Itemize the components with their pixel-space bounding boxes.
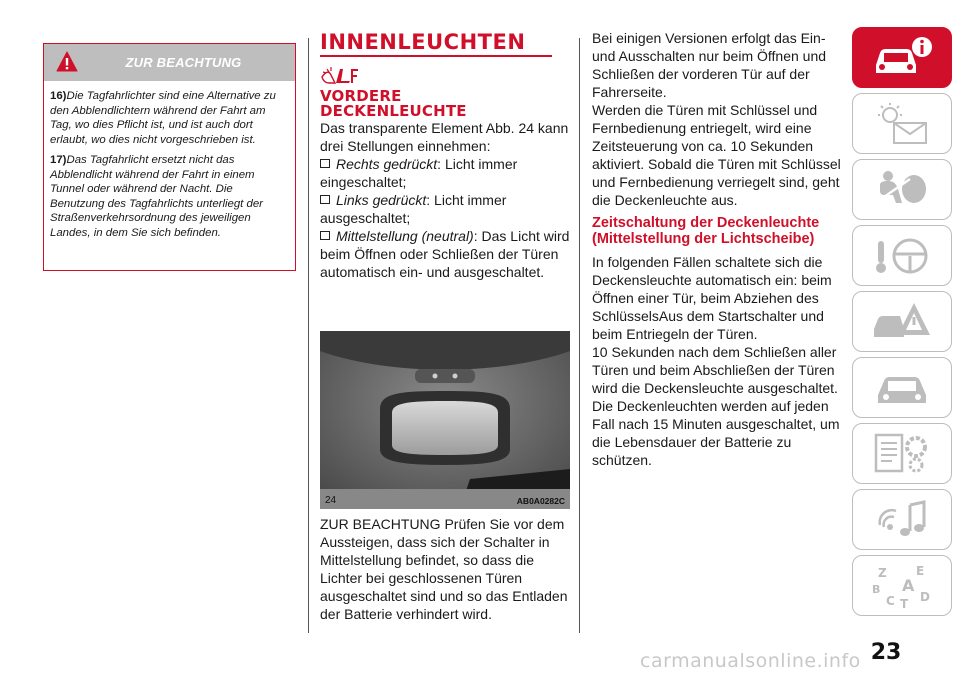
warning-header (44, 44, 295, 81)
car-side-icon (870, 365, 934, 411)
note-number: 17) (50, 154, 67, 166)
index-letters-icon (870, 563, 934, 609)
figure-ceiling-lamp-photo (320, 331, 570, 509)
tab-maintenance[interactable] (852, 357, 952, 418)
warning-triangle-icon (56, 51, 78, 73)
subsection-heading: Zeitschaltung der Deckenleuchte (Mittelstellung der Lichtscheibe) (592, 215, 820, 247)
note-text: Das Tagfahrlicht ersetzt nicht das Abblendlicht während der Fahrt in einem Tunnel oder während der Nacht. Die Benutzung des Tagfahrlichts unterliegt der Straßenverkehrsordnung des jeweiligen Landes, in dem Sie sich befinden. (50, 154, 263, 239)
index-letter: D (920, 589, 930, 604)
checkbox-bullet-icon (320, 231, 330, 240)
multimedia-icon (870, 497, 934, 543)
index-letter: Z (878, 565, 887, 580)
option-item (320, 227, 570, 281)
option-item (320, 191, 570, 227)
section-title: INNENLEUCHTEN (320, 30, 552, 57)
index-letter: C (886, 593, 895, 608)
column-middle-bottom (320, 515, 572, 623)
paragraph: Die Deckenleuchten werden auf jeden Fall nach 15 Minuten ausgeschaltet, um die Lebensdauer der Batterie zu schützen. (592, 398, 840, 468)
ceiling-lamp-photo (320, 331, 570, 509)
option-text: : Licht immer eingeschaltet; (320, 156, 518, 190)
warning-note-16 (50, 89, 289, 147)
warning-note-17 (50, 153, 289, 240)
column-right (592, 29, 844, 469)
tab-index[interactable] (852, 555, 952, 616)
note-text: Die Tagfahrlichter sind eine Alternative zu den Abblendlichtern während der Fahrt am Tag, wo dies Pflicht ist, und ist auch dort erlaubt, wo dies nicht vorgeschrieben ist. (50, 90, 276, 146)
option-item (320, 155, 570, 191)
steering-wheel-icon (870, 233, 934, 279)
tab-multimedia[interactable] (852, 489, 952, 550)
page-number: 23 (870, 640, 902, 665)
tab-specifications[interactable] (852, 423, 952, 484)
column-middle (320, 30, 570, 281)
subsection-title-line: DECKENLEUCHTE (320, 102, 467, 120)
index-letter: E (916, 563, 925, 578)
figure-code: AB0A0282C (516, 496, 565, 506)
car-info-icon (870, 35, 934, 81)
index-letter: B (872, 582, 881, 596)
chapter-sidebar (852, 27, 952, 621)
option-text: : Licht immer ausgeschaltet; (320, 192, 507, 226)
interior-lamp-icon (320, 63, 360, 87)
checkbox-bullet-icon (320, 159, 330, 168)
intro-paragraph: Das transparente Element Abb. 24 kann drei Stellungen einnehmen: (320, 120, 569, 154)
warning-body (44, 81, 295, 240)
paragraph: Werden die Türen mit Schlüssel und Fernbedienung entriegelt, wird eine Zeitsteuerung von ca. 10 Sekunden aktiviert. Sobald die Türen mit Schlüssel und Fernbedienung verriegelt sind, geht die Deckenleuchte aus. (592, 102, 841, 208)
figure-number: 24 (325, 495, 337, 506)
caution-paragraph: ZUR BEACHTUNG Prüfen Sie vor dem Aussteigen, dass sich der Schalter in Mittelstellung befindet, so dass die Lichter bei geschlossenen Türen ausgeschaltet sind und so das Entladen der Batterie verhindert wird. (320, 516, 568, 622)
tab-dashboard-lights[interactable] (852, 93, 952, 154)
option-label: Rechts gedrückt (336, 156, 438, 172)
dashboard-lights-icon (870, 101, 934, 147)
subsection-title (320, 89, 570, 119)
column-divider-right (579, 38, 580, 633)
checkbox-bullet-icon (320, 195, 330, 204)
tab-starting-driving[interactable] (852, 225, 952, 286)
subsection-title-line: VORDERE (320, 87, 402, 105)
tab-emergency[interactable] (852, 291, 952, 352)
paragraph: In folgenden Fällen schaltete sich die Deckensleuchte automatisch ein: beim Öffnen einer Tür, beim Abziehen des SchlüsselsAus dem Startschalter und beim Entriegeln der Türen. (592, 254, 832, 342)
specs-gear-icon (870, 431, 934, 477)
tab-safety[interactable] (852, 159, 952, 220)
paragraph: Bei einigen Versionen erfolgt das Ein- und Ausschalten nur beim Öffnen und Schließen der vorderen Tür auf der Fahrerseite. (592, 30, 827, 100)
option-label: Mittelstellung (neutral) (336, 228, 474, 244)
column-divider-left (308, 38, 309, 633)
note-number: 16) (50, 90, 67, 102)
safety-airbag-icon (870, 167, 934, 213)
warning-triangle-icon (870, 299, 934, 345)
option-text: : Das Licht wird beim Öffnen oder Schließen der Türen automatisch ein- und ausgeschaltet. (320, 228, 570, 280)
warning-box (43, 43, 296, 271)
watermark: carmanualsonline.info (640, 650, 861, 672)
index-letter: T (900, 596, 909, 609)
warning-title: ZUR BEACHTUNG (125, 55, 242, 70)
index-letter: A (902, 575, 915, 595)
paragraph: 10 Sekunden nach dem Schließen aller Türen und beim Abschließen der Türen wird die Deckensleuchte ausgeschaltet. (592, 344, 838, 396)
tab-car-info[interactable] (852, 27, 952, 88)
option-label: Links gedrückt (336, 192, 427, 208)
